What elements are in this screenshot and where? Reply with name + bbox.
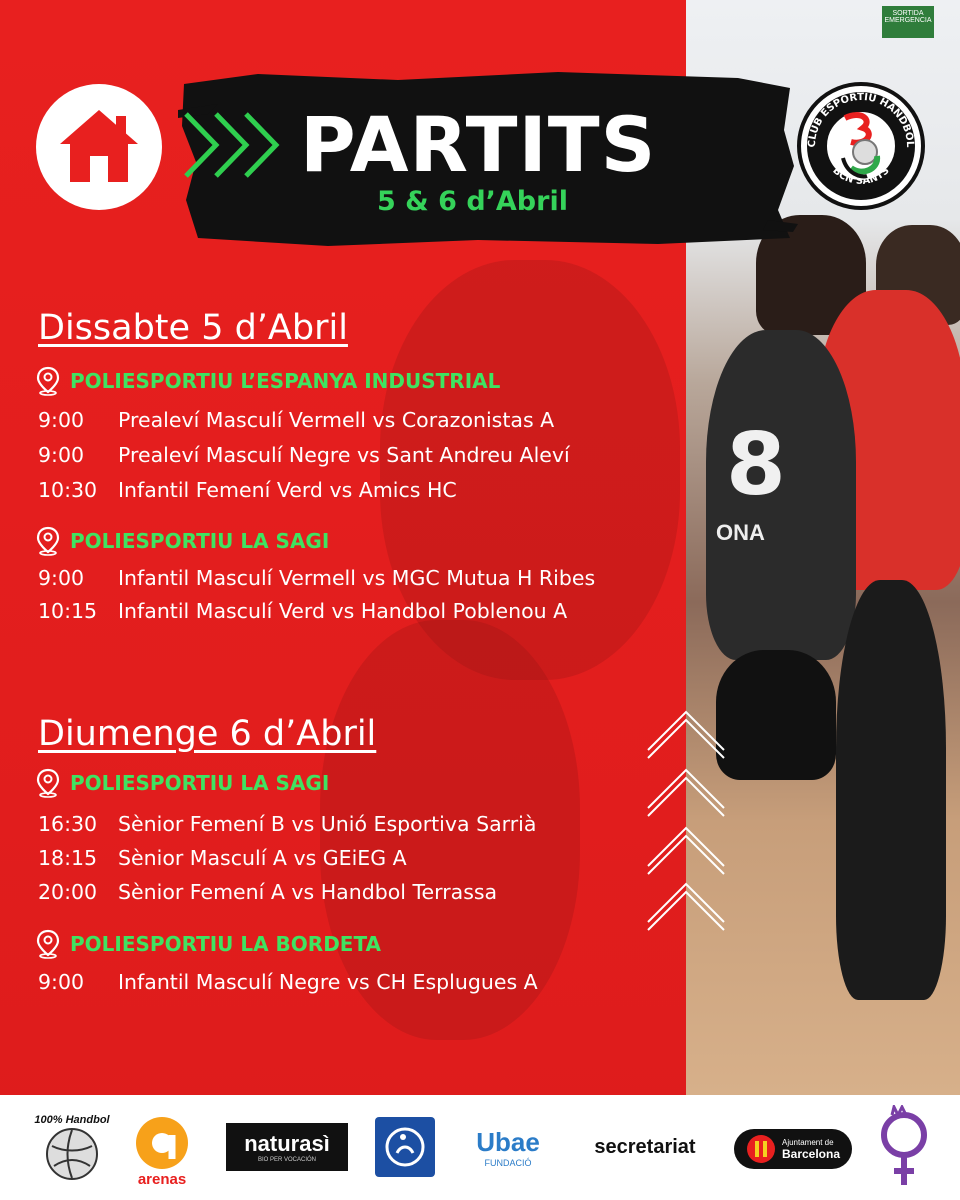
sponsor-arenas: arenas	[132, 1109, 192, 1193]
jersey-number: 8	[726, 415, 786, 515]
jersey-name: ONA	[716, 520, 765, 545]
match-teams: Sènior Femení B vs Unió Esportiva Sarrià	[118, 812, 537, 836]
logo-bottom-text: BCN SANTS	[830, 165, 892, 187]
venue-name: POLIESPORTIU LA SAGI	[70, 529, 330, 553]
arenas-logo-icon	[134, 1115, 190, 1171]
match-teams: Infantil Femení Verd vs Amics HC	[118, 478, 457, 502]
location-pin-icon	[36, 929, 60, 959]
match-row	[38, 880, 497, 904]
exit-sign: SORTIDA EMERGENCIA	[882, 6, 934, 38]
match-row	[38, 566, 595, 590]
venue-name: POLIESPORTIU LA BORDETA	[70, 932, 382, 956]
feminist-symbol-icon	[876, 1105, 932, 1189]
match-time: 10:15	[38, 599, 98, 623]
barcelona-shield-icon	[746, 1134, 776, 1164]
match-time: 9:00	[38, 970, 85, 994]
match-time: 9:00	[38, 443, 85, 467]
match-row	[38, 970, 538, 994]
match-teams: Prealeví Masculí Vermell vs Corazonistas A	[118, 408, 555, 432]
match-time: 20:00	[38, 880, 98, 904]
venue-la-sagi	[36, 768, 329, 798]
match-row	[38, 812, 536, 836]
logo-top-text: CLUB ESPORTIU HANDBOL	[806, 91, 916, 148]
match-teams: Prealeví Masculí Negre vs Sant Andreu Aleví	[118, 443, 570, 467]
sponsor-feminist-logo	[876, 1105, 932, 1189]
location-pin-icon	[36, 768, 60, 798]
sponsor-ajuntament-barcelona: Ajuntament de Barcelona	[734, 1129, 852, 1169]
chevron-arrows-icon	[182, 110, 292, 180]
home-icon	[56, 106, 142, 186]
club-logo	[797, 82, 925, 210]
home-button[interactable]	[36, 84, 162, 210]
match-teams: Sènior Masculí A vs GEiEG A	[118, 846, 407, 870]
sponsor-100-handbol: 100% Handbol	[32, 1103, 112, 1193]
match-teams: Sènior Femení A vs Handbol Terrassa	[118, 880, 498, 904]
match-time: 16:30	[38, 812, 98, 836]
sponsor-ubae: Ubae FUNDACIÓ	[476, 1126, 540, 1168]
page-title: PARTITS	[300, 100, 657, 189]
day-heading-saturday: Dissabte 5 d’Abril	[38, 308, 348, 348]
match-teams: Infantil Masculí Verd vs Handbol Poblenou A	[118, 599, 568, 623]
federation-logo-icon	[383, 1125, 427, 1169]
handball-icon	[44, 1126, 100, 1182]
sponsor-secretariat: secretariat	[594, 1135, 696, 1158]
venue-name: POLIESPORTIU LA SAGI	[70, 771, 330, 795]
page-subtitle: 5 & 6 d’Abril	[377, 186, 568, 217]
venue-la-bordeta	[36, 929, 381, 959]
sponsors-bar	[0, 1095, 960, 1200]
match-row	[38, 443, 570, 467]
day-heading-sunday: Diumenge 6 d’Abril	[38, 714, 377, 754]
match-row	[38, 846, 407, 870]
match-time: 9:00	[38, 408, 85, 432]
venue-espanya-industrial	[36, 366, 500, 396]
match-teams: Infantil Masculí Vermell vs MGC Mutua H Ribes	[118, 566, 596, 590]
match-row	[38, 599, 567, 623]
sponsor-federation-logo	[375, 1117, 435, 1177]
match-time: 9:00	[38, 566, 85, 590]
location-pin-icon	[36, 366, 60, 396]
match-time: 10:30	[38, 478, 98, 502]
venue-name: POLIESPORTIU L’ESPANYA INDUSTRIAL	[70, 369, 501, 393]
location-pin-icon	[36, 526, 60, 556]
match-row	[38, 478, 457, 502]
sponsor-naturasi: naturasì BIO PER VOCACIÓN	[226, 1123, 348, 1171]
match-row	[38, 408, 554, 432]
match-teams: Infantil Masculí Negre vs CH Esplugues A	[118, 970, 538, 994]
venue-la-sagi	[36, 526, 329, 556]
up-chevrons-icon	[646, 706, 726, 932]
match-time: 18:15	[38, 846, 98, 870]
